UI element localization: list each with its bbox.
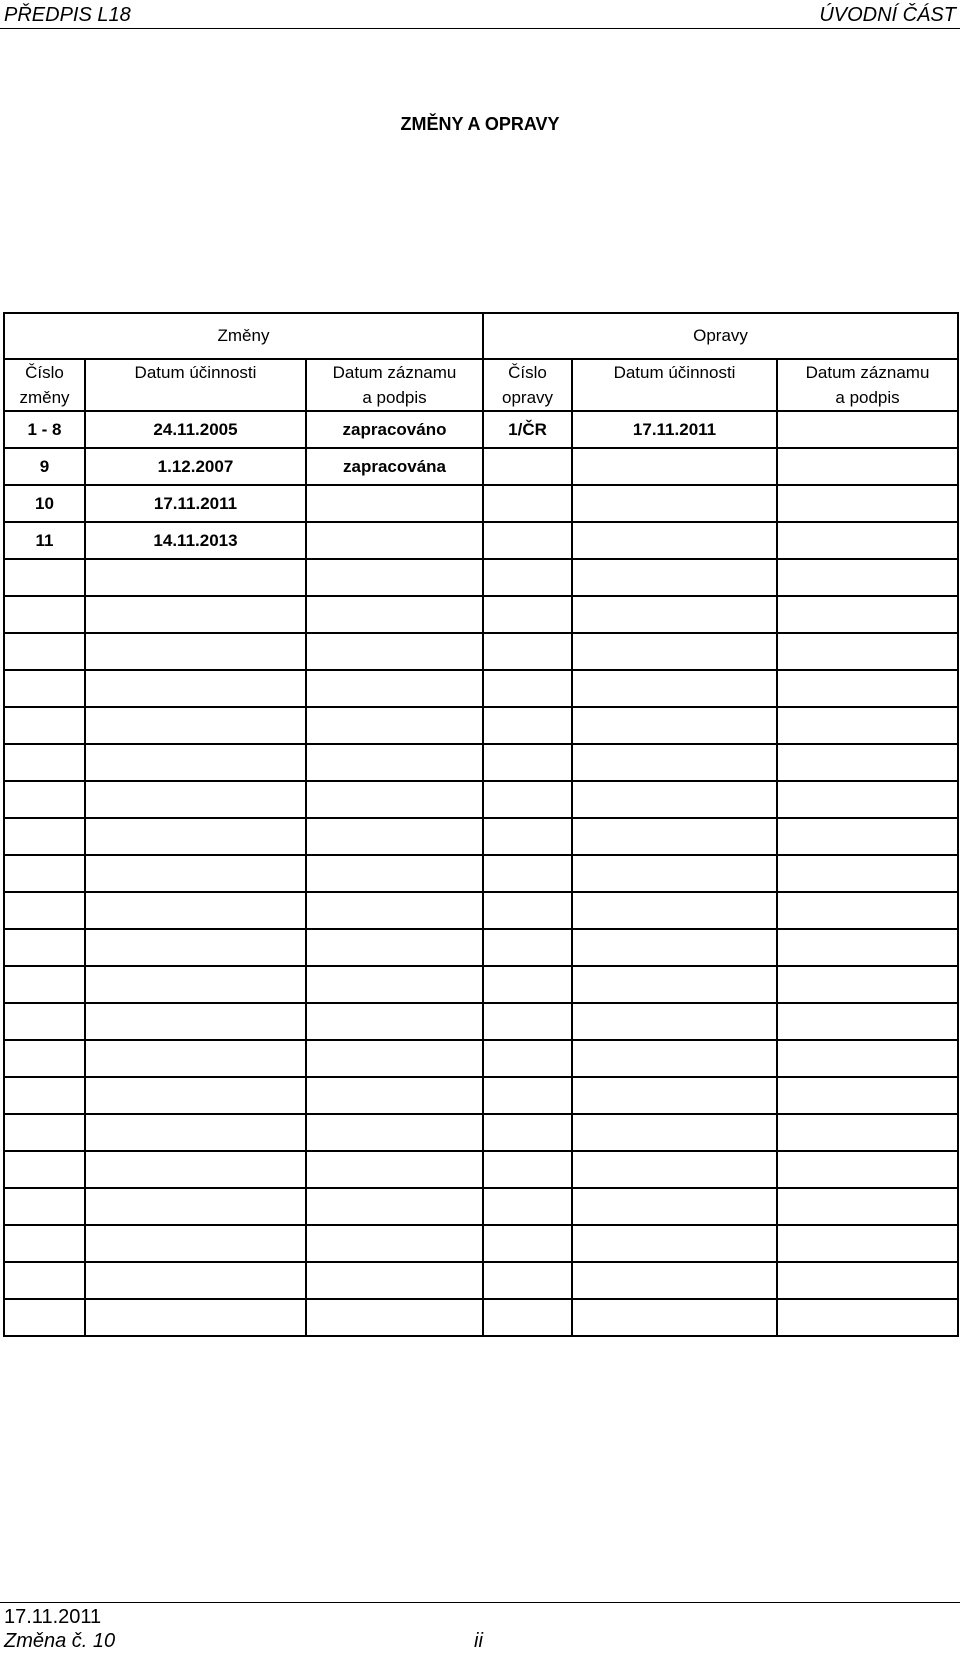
table-cell xyxy=(85,1225,306,1262)
table-cell xyxy=(4,1262,85,1299)
table-row-empty xyxy=(4,781,958,818)
table-cell xyxy=(306,781,483,818)
table-cell xyxy=(306,966,483,1003)
table-row-empty xyxy=(4,559,958,596)
table-cell xyxy=(572,892,777,929)
table-cell xyxy=(572,596,777,633)
table-cell xyxy=(4,966,85,1003)
table-row-empty xyxy=(4,670,958,707)
table-cell xyxy=(85,1040,306,1077)
table-cell xyxy=(777,818,958,855)
table-cell xyxy=(4,1114,85,1151)
table-cell xyxy=(483,485,572,522)
table-cell xyxy=(306,1299,483,1336)
table-cell xyxy=(483,633,572,670)
table-cell xyxy=(306,1040,483,1077)
group-header-row xyxy=(4,313,958,359)
table-cell xyxy=(306,744,483,781)
table-cell xyxy=(572,522,777,559)
table-cell xyxy=(306,1003,483,1040)
table-row-empty xyxy=(4,855,958,892)
table-cell xyxy=(572,559,777,596)
table-cell xyxy=(483,1188,572,1225)
table-cell: 10 xyxy=(4,485,85,522)
table-cell xyxy=(4,1040,85,1077)
header-section-name: ÚVODNÍ ČÁST xyxy=(819,4,956,26)
table-row xyxy=(4,411,958,448)
table-row-empty xyxy=(4,1299,958,1336)
table-row-empty xyxy=(4,1188,958,1225)
table-cell xyxy=(483,966,572,1003)
table-row-empty xyxy=(4,818,958,855)
table-row-empty xyxy=(4,966,958,1003)
table-cell xyxy=(572,1225,777,1262)
table-cell xyxy=(4,596,85,633)
table-cell xyxy=(306,929,483,966)
column-header: Datum záznamu a podpis xyxy=(306,359,483,411)
table-cell xyxy=(4,1225,85,1262)
table-cell xyxy=(85,707,306,744)
table-cell xyxy=(483,522,572,559)
column-header: Číslo změny xyxy=(4,359,85,411)
table-cell xyxy=(483,1299,572,1336)
table-cell xyxy=(306,485,483,522)
table-row-empty xyxy=(4,1003,958,1040)
table-cell xyxy=(306,1114,483,1151)
table-row-empty xyxy=(4,1262,958,1299)
table-cell xyxy=(85,855,306,892)
table-cell xyxy=(483,596,572,633)
table-cell xyxy=(572,1299,777,1336)
table-body xyxy=(4,411,958,1336)
table-cell xyxy=(483,1003,572,1040)
group-header-changes: Změny xyxy=(4,313,483,359)
table-cell xyxy=(483,855,572,892)
table-cell xyxy=(572,855,777,892)
table-cell xyxy=(483,448,572,485)
table-cell xyxy=(572,1077,777,1114)
table-cell xyxy=(572,707,777,744)
table-cell xyxy=(4,744,85,781)
table-cell xyxy=(777,1114,958,1151)
table-cell xyxy=(85,1077,306,1114)
table-cell: 1 - 8 xyxy=(4,411,85,448)
table-cell: 1/ČR xyxy=(483,411,572,448)
table-cell xyxy=(4,892,85,929)
table-cell xyxy=(4,707,85,744)
changes-register-table xyxy=(3,312,959,1337)
table-cell xyxy=(306,596,483,633)
table-cell xyxy=(572,1188,777,1225)
table-cell xyxy=(483,1262,572,1299)
table-cell xyxy=(306,1225,483,1262)
table-cell xyxy=(777,1151,958,1188)
table-cell xyxy=(572,966,777,1003)
table-cell xyxy=(85,1151,306,1188)
table-cell xyxy=(572,818,777,855)
table-cell xyxy=(85,781,306,818)
table-cell xyxy=(85,1299,306,1336)
table-cell xyxy=(4,1188,85,1225)
table-cell xyxy=(483,559,572,596)
table-cell xyxy=(483,892,572,929)
table-row-empty xyxy=(4,892,958,929)
table-row-empty xyxy=(4,596,958,633)
table-cell xyxy=(306,1077,483,1114)
table-cell xyxy=(777,892,958,929)
table-cell xyxy=(4,929,85,966)
table-cell xyxy=(4,1299,85,1336)
table-cell xyxy=(777,1003,958,1040)
table-cell xyxy=(306,670,483,707)
table-cell xyxy=(306,707,483,744)
table-cell xyxy=(306,633,483,670)
table-cell xyxy=(306,1188,483,1225)
table-cell xyxy=(777,596,958,633)
footer-date: 17.11.2011 xyxy=(4,1606,102,1628)
table-row-empty xyxy=(4,707,958,744)
table-cell xyxy=(4,559,85,596)
table-cell xyxy=(483,1151,572,1188)
table-cell xyxy=(85,818,306,855)
table-cell xyxy=(85,744,306,781)
table-cell xyxy=(483,1225,572,1262)
table-cell xyxy=(483,1114,572,1151)
column-header: Datum účinnosti xyxy=(85,359,306,411)
table-cell xyxy=(85,596,306,633)
table-cell xyxy=(483,929,572,966)
table-cell xyxy=(777,670,958,707)
table-cell xyxy=(777,966,958,1003)
table-cell xyxy=(777,559,958,596)
table-cell xyxy=(777,781,958,818)
table-row-empty xyxy=(4,1040,958,1077)
table-cell xyxy=(777,1299,958,1336)
footer-rule xyxy=(0,1602,960,1603)
table-cell xyxy=(777,929,958,966)
table-cell xyxy=(777,485,958,522)
table-cell xyxy=(85,892,306,929)
table-cell xyxy=(306,855,483,892)
page-title: ZMĚNY A OPRAVY xyxy=(400,114,560,134)
table-cell xyxy=(306,522,483,559)
table-cell xyxy=(777,448,958,485)
table-cell xyxy=(572,633,777,670)
table-cell: 17.11.2011 xyxy=(85,485,306,522)
table-row xyxy=(4,448,958,485)
table-cell xyxy=(4,633,85,670)
table-cell xyxy=(777,707,958,744)
table-cell xyxy=(85,1188,306,1225)
table-cell xyxy=(85,1114,306,1151)
table-cell xyxy=(572,929,777,966)
table-cell xyxy=(483,818,572,855)
header-document-name: PŘEDPIS L18 xyxy=(4,4,131,26)
group-header-corrections: Opravy xyxy=(483,313,958,359)
table-cell xyxy=(572,485,777,522)
table-row-empty xyxy=(4,1225,958,1262)
table-cell xyxy=(4,855,85,892)
table-cell xyxy=(572,1151,777,1188)
table-cell xyxy=(483,744,572,781)
table-cell xyxy=(777,522,958,559)
table-cell xyxy=(4,1077,85,1114)
table-cell xyxy=(572,1114,777,1151)
table-cell xyxy=(777,411,958,448)
table-cell xyxy=(85,1003,306,1040)
table-cell xyxy=(306,1262,483,1299)
table-cell xyxy=(483,1077,572,1114)
table-cell: 9 xyxy=(4,448,85,485)
table-cell xyxy=(572,744,777,781)
table-cell: 11 xyxy=(4,522,85,559)
table-cell xyxy=(85,966,306,1003)
table-cell xyxy=(777,1262,958,1299)
table-cell: zapracováno xyxy=(306,411,483,448)
table-cell xyxy=(4,781,85,818)
table-cell: 17.11.2011 xyxy=(572,411,777,448)
table-cell xyxy=(777,1077,958,1114)
table-cell xyxy=(4,670,85,707)
table-cell xyxy=(572,1003,777,1040)
table-cell xyxy=(572,448,777,485)
table-cell xyxy=(85,559,306,596)
table-cell xyxy=(777,855,958,892)
table-row-empty xyxy=(4,929,958,966)
table-cell xyxy=(483,707,572,744)
table-cell: 1.12.2007 xyxy=(85,448,306,485)
table-cell xyxy=(4,818,85,855)
table-cell xyxy=(306,559,483,596)
table-cell xyxy=(85,670,306,707)
table-cell xyxy=(777,1040,958,1077)
table-cell xyxy=(85,929,306,966)
table-cell: zapracována xyxy=(306,448,483,485)
footer-change-number: Změna č. 10 xyxy=(4,1630,116,1652)
table-row-empty xyxy=(4,1114,958,1151)
table-row-empty xyxy=(4,1151,958,1188)
table-row-empty xyxy=(4,744,958,781)
column-header: Datum záznamu a podpis xyxy=(777,359,958,411)
column-header: Číslo opravy xyxy=(483,359,572,411)
table-cell xyxy=(4,1151,85,1188)
table-cell xyxy=(85,633,306,670)
table-cell xyxy=(777,633,958,670)
table-cell: 14.11.2013 xyxy=(85,522,306,559)
header-rule xyxy=(0,28,960,29)
table-cell xyxy=(483,670,572,707)
footer-page-number: ii xyxy=(474,1630,483,1652)
table-cell: 24.11.2005 xyxy=(85,411,306,448)
table-cell xyxy=(777,744,958,781)
table-cell xyxy=(4,1003,85,1040)
table-cell xyxy=(572,670,777,707)
table-cell xyxy=(572,1040,777,1077)
column-header: Datum účinnosti xyxy=(572,359,777,411)
table-cell xyxy=(306,892,483,929)
table-cell xyxy=(306,1151,483,1188)
table-row xyxy=(4,485,958,522)
table-cell xyxy=(572,1262,777,1299)
table-cell xyxy=(85,1262,306,1299)
table-row-empty xyxy=(4,633,958,670)
table-cell xyxy=(306,818,483,855)
table-cell xyxy=(572,781,777,818)
table-cell xyxy=(483,1040,572,1077)
column-header-row xyxy=(4,359,958,411)
table-row-empty xyxy=(4,1077,958,1114)
table-cell xyxy=(777,1188,958,1225)
table-cell xyxy=(777,1225,958,1262)
table-row xyxy=(4,522,958,559)
table-cell xyxy=(483,781,572,818)
